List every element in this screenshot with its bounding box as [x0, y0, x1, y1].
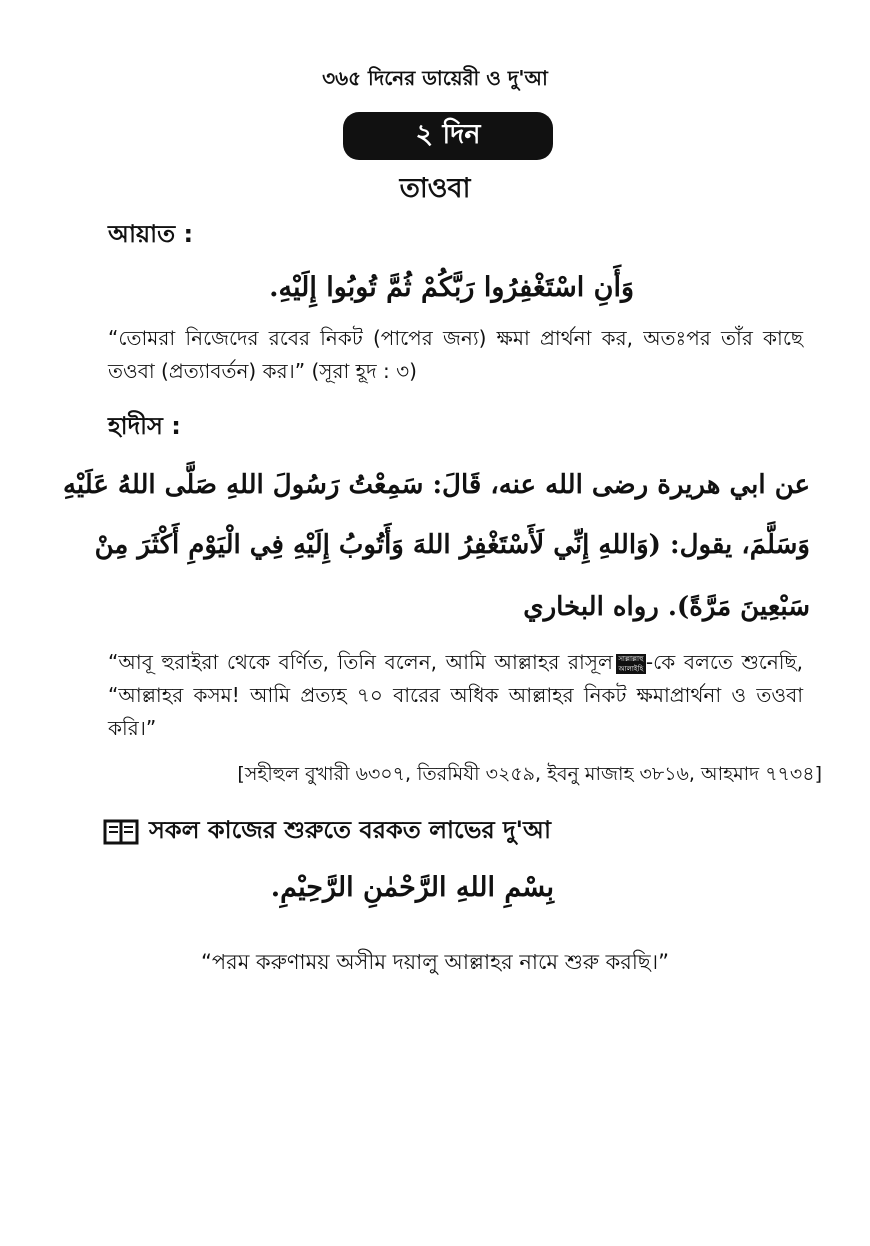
hadith-translation: [108, 646, 803, 745]
ayat-label: আয়াত :: [108, 220, 194, 248]
hadith-arabic-line: وَسَلَّمَ، يقول: (وَاللهِ إِنِّي لَأَسْتَغْفِرُ اللهَ وَأَتُوبُ إِلَيْهِ فِي الْيَوْمِ أَكْثَرَ مِنْ: [94, 530, 810, 560]
hadith-translation-part2: -কে বলতে শুনেছি, “আল্লাহর কসম! আমি প্রত্যহ ৭০ বারের অধিক আল্লাহর নিকট ক্ষমাপ্রার্থনা ও তওবা করি।”: [108, 650, 803, 740]
ayat-arabic: وَأَنِ اسْتَغْفِرُوا رَبَّكُمْ ثُمَّ تُوبُوا إِلَيْهِ.: [269, 272, 634, 303]
dua-heading: [103, 812, 551, 852]
hadith-reference: [সহীহুল বুখারী ৬৩০৭, তিরমিযী ৩২৫৯, ইবনু মাজাহ ৩৮১৬, আহমাদ ৭৭৩৪]: [237, 763, 822, 785]
running-head: ৩৬৫ দিনের ডায়েরী ও দু'আ: [322, 66, 548, 90]
day-badge: ২ দিন: [343, 112, 553, 160]
hadith-arabic-line: عن ابي هريرة رضى الله عنه، قَالَ: سَمِعْتُ رَسُولَ اللهِ صَلَّى اللهُ عَلَيْهِ: [62, 470, 810, 500]
dua-translation: “পরম করুণাময় অসীম দয়ালু আল্লাহর নামে শুরু করছি।”: [201, 950, 669, 974]
hadith-arabic-line: سَبْعِينَ مَرَّةً). رواه البخاري: [523, 592, 810, 622]
dua-heading-text: সকল কাজের শুরুতে বরকত লাভের দু'আ: [149, 816, 551, 844]
hadith-translation-part1: “আবূ হুরাইরা থেকে বর্ণিত, তিনি বলেন, আমি আল্লাহর রাসূল: [108, 650, 613, 674]
ayat-translation: “তোমরা নিজেদের রবের নিকট (পাপের জন্য) ক্ষমা প্রার্থনা কর, অতঃপর তাঁর কাছে তওবা (প্রত্যাবর্তন) কর।” (সূরা হূদ : ৩): [108, 326, 803, 383]
topic-title: তাওবা: [399, 173, 471, 204]
book-icon: [103, 817, 139, 847]
sallallahu-mark: সাল্লাল্লাহু আলাইহি ওয়াসাল্লাম: [616, 654, 646, 683]
hadith-label: হাদীস :: [108, 412, 181, 440]
dua-arabic: بِسْمِ اللهِ الرَّحْمٰنِ الرَّحِيْمِ.: [270, 872, 554, 903]
